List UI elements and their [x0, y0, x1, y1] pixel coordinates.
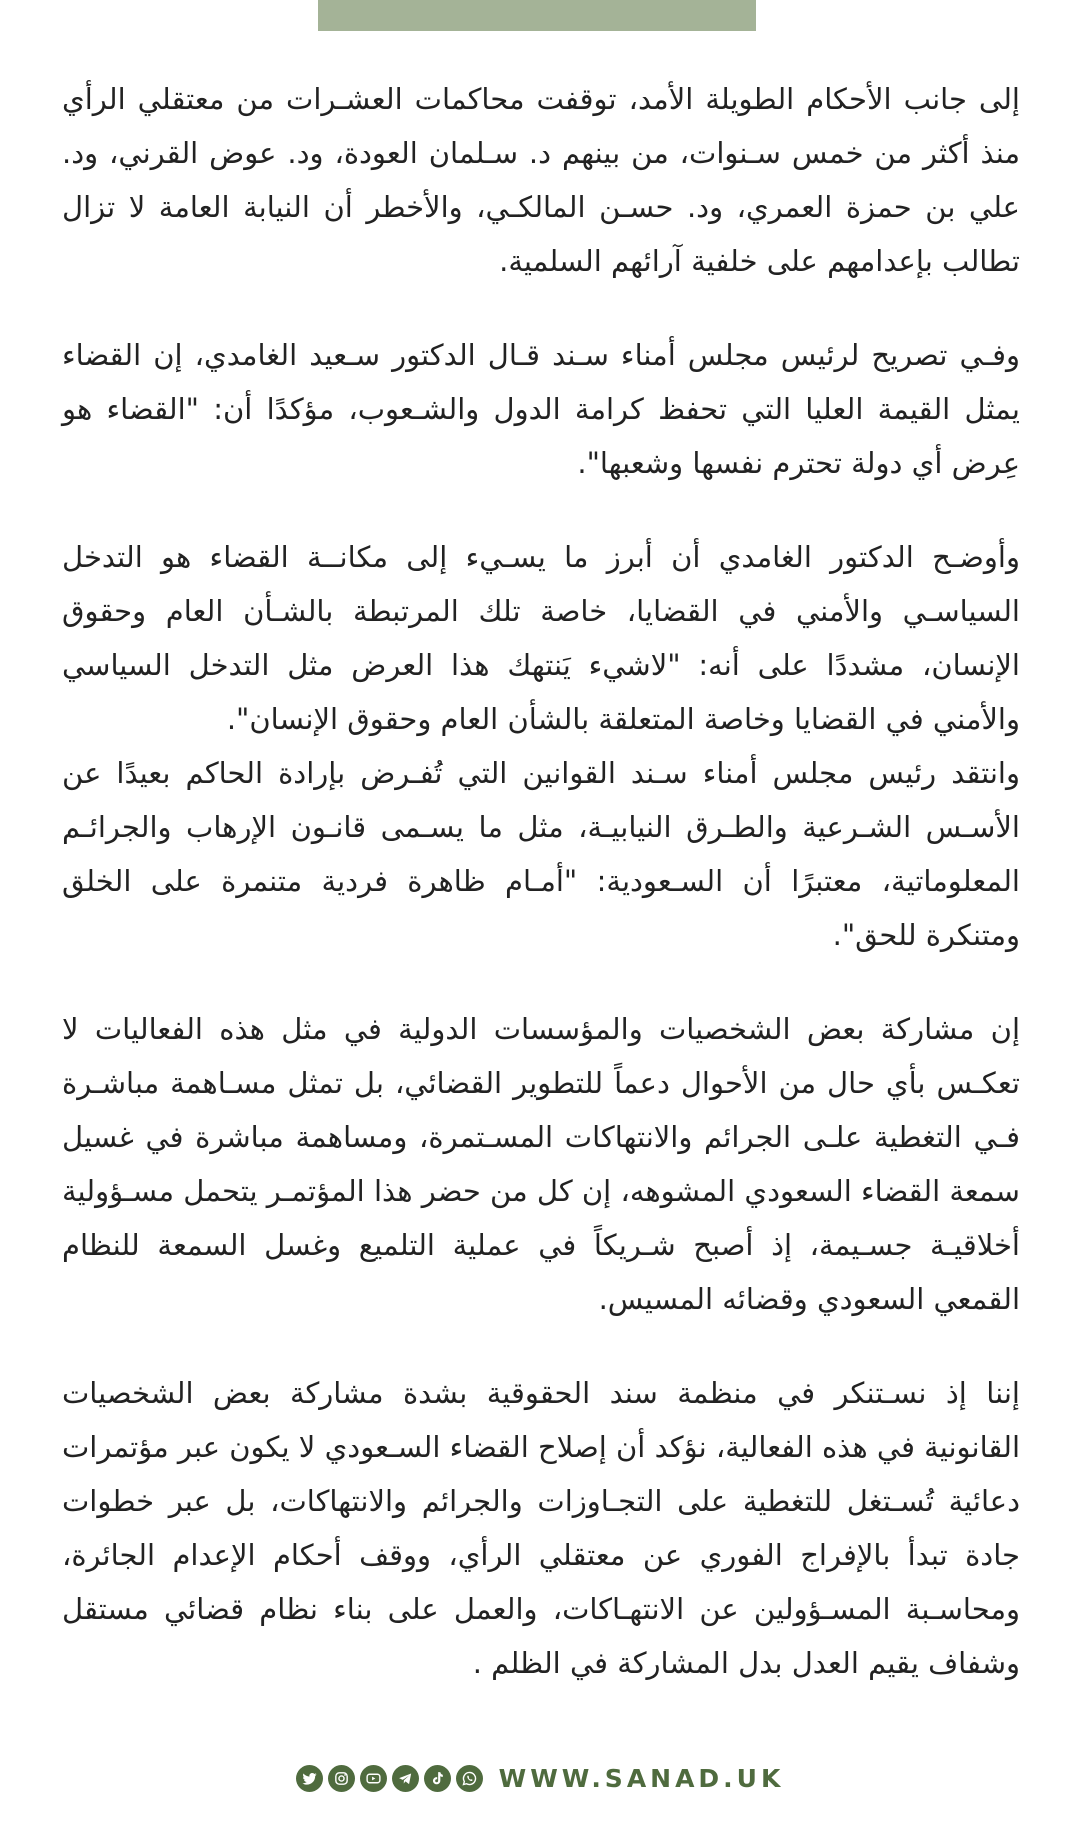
website-url[interactable]: WWW.SANAD.UK: [498, 1764, 785, 1793]
footer: [0, 1764, 1080, 1793]
paragraph-2: وفـي تصريح لرئيس مجلس أمناء سـند قـال الدكتور سـعيد الغامدي، إن القضاء يمثل القيمة العليا التي تحفظ كرامة الدول والشـعوب، مؤكدًا أن: "القضاء هو عِرض أي دولة تحترم نفسها وشعبها".: [62, 338, 1020, 480]
paragraph-1: إلى جانب الأحكام الطويلة الأمد، توقفت محاكمات العشـرات من معتقلي الرأي منذ أكثر من خمس سـنوات، من بينهم د. سـلمان العودة، ود. عوض القرني، ود. علي بن حمزة العمري، ود. حسـن المالكـي، والأخطر أن النيابة العامة لا تزال تطالب بإعدامهم على خلفية آرائهم السلمية.: [62, 82, 1020, 278]
article-body: [62, 72, 1020, 1730]
paragraph-6: إننا إذ نسـتنكر في منظمة سند الحقوقية بشدة مشاركة بعض الشخصيات القانونية في هذه الفعالية، نؤكد أن إصلاح القضاء السـعودي لا يكون عبر مؤتمرات دعائية تُسـتغل للتغطية على التجـاوزات والجرائم والانتهاكات، بل عبر خطوات جادة تبدأ بالإفراج الفوري عن معتقلي الرأي، ووقف أحكام الإعدام الجائرة، ومحاسـبة المسـؤولين عن الانتهـاكات، والعمل على بناء نظام قضائي مستقل وشفاف يقيم العدل بدل المشاركة في الظلم .: [62, 1376, 1020, 1680]
paragraph-4: وانتقد رئيس مجلس أمناء سـند القوانين التي تُفـرض بإرادة الحاكم بعيدًا عن الأسـس الشـرعية والطـرق النيابيـة، مثل ما يسـمى قانـون الإرهاب والجرائـم المعلوماتية، معتبرًا أن السـعودية: "أمـام ظاهرة فردية متنمرة على الخلق ومتنكرة للحق".: [62, 756, 1020, 952]
social-icons: [296, 1765, 483, 1792]
instagram-icon[interactable]: [328, 1765, 355, 1792]
paragraph-3: وأوضـح الدكتور الغامدي أن أبرز ما يسـيء إلى مكانــة القضاء هو التدخل السياسـي والأمني في القضايا، خاصة تلك المرتبطة بالشـأن العام وحقوق الإنسان، مشددًا على أنه: "لاشيء يَنتهك هذا العرض مثل التدخل السياسي والأمني في القضايا وخاصة المتعلقة بالشأن العام وحقوق الإنسان".: [62, 540, 1020, 736]
youtube-icon[interactable]: [360, 1765, 387, 1792]
header-accent-bar: [318, 0, 756, 31]
tiktok-icon[interactable]: [424, 1765, 451, 1792]
telegram-icon[interactable]: [392, 1765, 419, 1792]
paragraph-5: إن مشاركة بعض الشخصيات والمؤسسات الدولية في مثل هذه الفعاليات لا تعكـس بأي حال من الأحوال دعماً للتطوير القضائي، بل تمثل مسـاهمة مباشـرة فـي التغطية علـى الجرائم والانتهاكات المسـتمرة، ومساهمة مباشرة في غسيل سمعة القضاء السعودي المشوهه، إن كل من حضر هذا المؤتمـر يتحمل مسـؤولية أخلاقيـة جسـيمة، إذ أصبح شـريكاً في عملية التلميع وغسل السمعة للنظام القمعي السعودي وقضائه المسيس.: [62, 1012, 1020, 1316]
twitter-icon[interactable]: [296, 1765, 323, 1792]
whatsapp-icon[interactable]: [456, 1765, 483, 1792]
